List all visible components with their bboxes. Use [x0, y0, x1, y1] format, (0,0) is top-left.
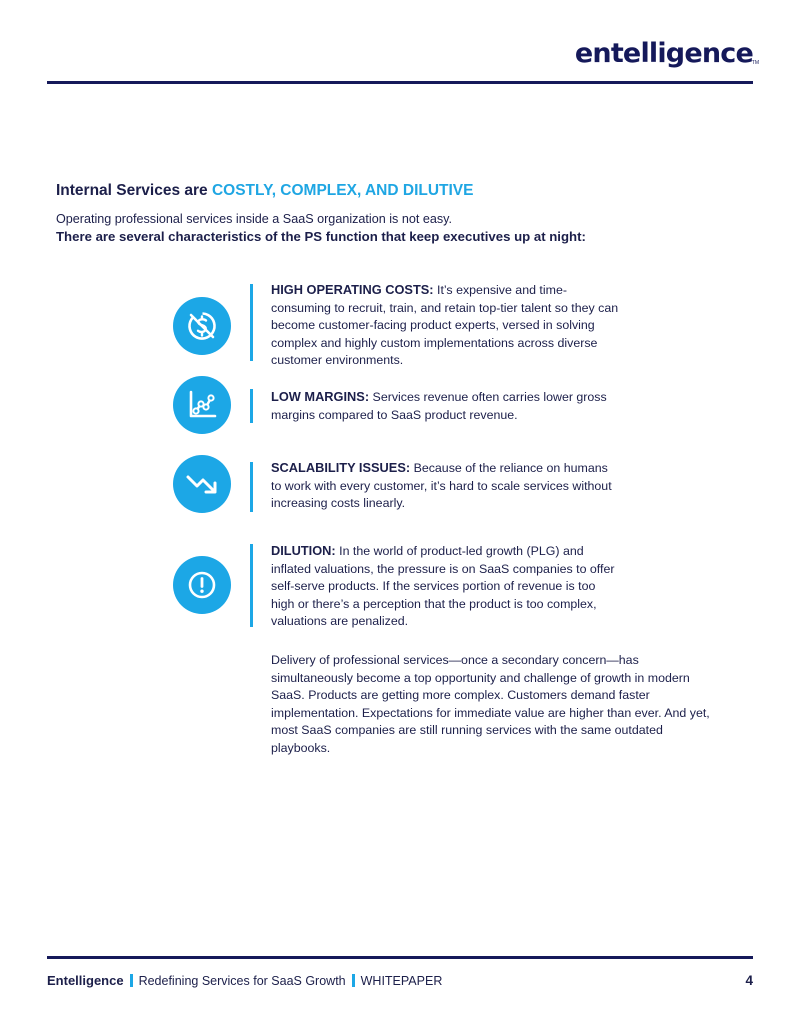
footer-subtitle: Redefining Services for SaaS Growth [138, 974, 346, 988]
item-lead: SCALABILITY ISSUES: [271, 460, 411, 475]
logo-trademark: TM [751, 60, 759, 66]
alert-icon [173, 556, 231, 614]
footer-divider [47, 956, 753, 959]
footer-separator [352, 974, 355, 987]
page-footer [47, 973, 753, 993]
logo-wordmark: entelligence [574, 38, 753, 69]
section-title-accent: COSTLY, COMPLEX, AND DILUTIVE [211, 182, 474, 199]
footer-brand: Entelligence [47, 973, 124, 988]
item-lead: LOW MARGINS: [271, 389, 370, 404]
intro-text: Operating professional services inside a SaaS organization is not easy. [56, 212, 452, 226]
item-body: Services revenue often carries lower gross margins compared to SaaS product revenue. [271, 390, 607, 422]
header-divider [47, 81, 753, 84]
item-body: In the world of product-led growth (PLG) and inflated valuations, the pressure is on SaaS companies to offer self-serve products. If the services portion of revenue is too high or there’s a perception that the product is too complex, valuations are penalized. [271, 544, 615, 629]
closing-paragraph: Delivery of professional services—once a secondary concern—has simultaneously become a top opportunity and challenge of growth in modern SaaS. Products are getting more complex. Customers demand faster implementation. Expectations for immediate value are higher than ever. And yet, most SaaS companies are still running services with the same outdated playbooks. [271, 653, 710, 755]
item-accent-bar [250, 284, 253, 361]
item-text [271, 388, 621, 424]
item-accent-bar [250, 462, 253, 512]
item-text [271, 459, 621, 513]
item-body: Because of the reliance on humans to work with every customer, it’s hard to scale services without increasing costs linearly. [271, 461, 612, 511]
item-text [271, 281, 621, 370]
page-number: 4 [745, 973, 753, 988]
item-body: It’s expensive and time-consuming to recruit, train, and retain top-tier talent so they can become customer-facing product experts, versed in solving complex and highly custom implementations across diverse customer environments. [271, 283, 619, 368]
item-lead: HIGH OPERATING COSTS: [271, 282, 434, 297]
chart-icon [173, 376, 231, 434]
item-text [271, 542, 621, 631]
item-lead: DILUTION: [271, 543, 336, 558]
no-dollar-icon [173, 297, 231, 355]
footer-doc-type: WHITEPAPER [360, 974, 443, 988]
trend-down-icon [173, 455, 231, 513]
item-accent-bar [250, 389, 253, 423]
section-title-plain: Internal Services are [56, 182, 212, 199]
intro-bold-text: There are several characteristics of the PS function that keep executives up at night: [56, 229, 586, 244]
entelligence-logo [574, 38, 759, 72]
section-title [56, 182, 474, 200]
footer-separator [130, 974, 133, 987]
item-accent-bar [250, 544, 253, 627]
